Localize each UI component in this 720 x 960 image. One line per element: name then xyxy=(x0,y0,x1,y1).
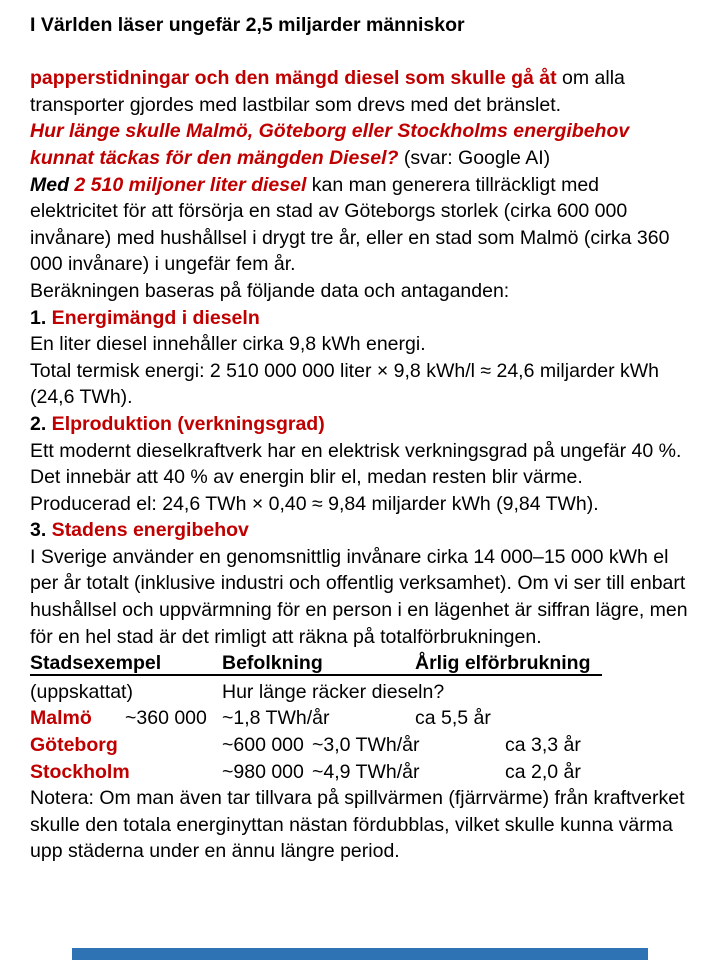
table-row xyxy=(30,759,690,786)
city-population: ~980 000 xyxy=(222,760,304,783)
section1-line2 xyxy=(30,358,690,411)
city-consumption: ~1,8 TWh/år xyxy=(222,707,330,730)
table-header-row xyxy=(30,650,602,676)
question-source: (svar: Google AI) xyxy=(398,146,551,169)
city-table xyxy=(30,650,690,785)
section3-number: 3. xyxy=(30,519,47,542)
page-title xyxy=(30,12,690,39)
section3-title: Stadens energibehov xyxy=(46,519,249,542)
section1-title: Energimängd i dieseln xyxy=(46,306,260,329)
table-header-consumption: Årlig elförbrukning xyxy=(415,652,591,675)
section2-line2 xyxy=(30,491,690,518)
city-duration: ca 2,0 år xyxy=(505,760,581,783)
section1-line1-text: En liter diesel innehåller cirka 9,8 kWh energi. xyxy=(30,333,426,356)
table-row xyxy=(30,732,690,759)
question-highlight: Hur länge skulle Malmö, Göteborg eller Stockholms energibehov kunnat täckas för den mängden Diesel? xyxy=(30,120,630,169)
paragraph-answer xyxy=(30,172,690,278)
city-consumption: ~3,0 TWh/år xyxy=(312,734,420,757)
note-text: Notera: Om man även tar tillvara på spillvärmen (fjärrvärme) från kraftverket skulle den totala energinyttan nästan fördubblas, vilket skulle kunna värma upp städerna under en ännu längre period. xyxy=(30,787,685,863)
section2-number: 2. xyxy=(30,412,47,435)
table-subheader-duration-question: Hur länge räcker dieseln? xyxy=(222,680,445,703)
newspapers-rest: om alla transporter gjordes med lastbilar som drevs med det bränslet. xyxy=(30,67,625,116)
section2-line2-text: Producerad el: 24,6 TWh × 0,40 ≈ 9,84 miljarder kWh (9,84 TWh). xyxy=(30,492,599,515)
basis-text: Beräkningen baseras på följande data och antaganden: xyxy=(30,279,510,302)
paragraph-basis xyxy=(30,278,690,305)
city-duration: ca 5,5 år xyxy=(415,707,491,730)
city-population: ~360 000 xyxy=(125,707,207,730)
section3-line1 xyxy=(30,544,690,650)
paragraph-note xyxy=(30,785,690,865)
section1-line2-text: Total termisk energi: 2 510 000 000 liter × 9,8 kWh/l ≈ 24,6 miljarder kWh (24,6 TWh). xyxy=(30,359,660,409)
section2-heading xyxy=(30,411,690,438)
city-population: ~600 000 xyxy=(222,734,304,757)
city-name: Stockholm xyxy=(30,760,130,783)
paragraph-newspapers xyxy=(30,65,690,118)
table-subheader-estimated: (uppskattat) xyxy=(30,680,133,703)
section1-line1 xyxy=(30,331,690,358)
section2-line1 xyxy=(30,438,690,491)
section3-heading xyxy=(30,517,690,544)
table-header-city: Stadsexempel xyxy=(30,652,162,675)
table-subheader-row xyxy=(30,679,690,706)
diesel-amount-highlight: 2 510 miljoner liter diesel xyxy=(74,173,307,196)
section1-heading xyxy=(30,305,690,332)
title-text: I Världen läser ungefär 2,5 miljarder människor xyxy=(30,14,465,36)
city-name: Malmö xyxy=(30,707,92,730)
answer-lead: Med xyxy=(30,173,75,196)
city-duration: ca 3,3 år xyxy=(505,734,581,757)
table-header-population: Befolkning xyxy=(222,652,323,675)
section1-number: 1. xyxy=(30,306,47,329)
city-name: Göteborg xyxy=(30,734,118,757)
section3-line1-text: I Sverige använder en genomsnittlig invånare cirka 14 000–15 000 kWh el per år totalt (inklusive industri och offentlig verksamhet). Om vi ser till enbart hushållsel och uppvärmning för en person i en lägenhet är siffran lägre, men för en hel stad är det rimligt att räkna på totalförbrukningen. xyxy=(30,545,688,648)
section2-line1-text: Ett modernt dieselkraftverk har en elektrisk verkningsgrad på ungefär 40 %. Det innebär att 40 % av energin blir el, medan resten blir värme. xyxy=(30,439,682,489)
answer-rest: kan man generera tillräckligt med elektricitet för att försörja en stad av Göteborgs storlek (cirka 600 000 invånare) med hushållsel i drygt tre år, eller en stad som Malmö (cirka 360 000 invånare) i ungefär fem år. xyxy=(30,173,670,276)
paragraph-question xyxy=(30,118,690,171)
newspapers-highlight: papperstidningar och den mängd diesel som skulle gå åt xyxy=(30,67,557,90)
footer-accent-bar xyxy=(72,948,648,960)
city-consumption: ~4,9 TWh/år xyxy=(312,760,420,783)
table-row xyxy=(30,705,690,732)
section2-title: Elproduktion (verkningsgrad) xyxy=(46,412,325,435)
